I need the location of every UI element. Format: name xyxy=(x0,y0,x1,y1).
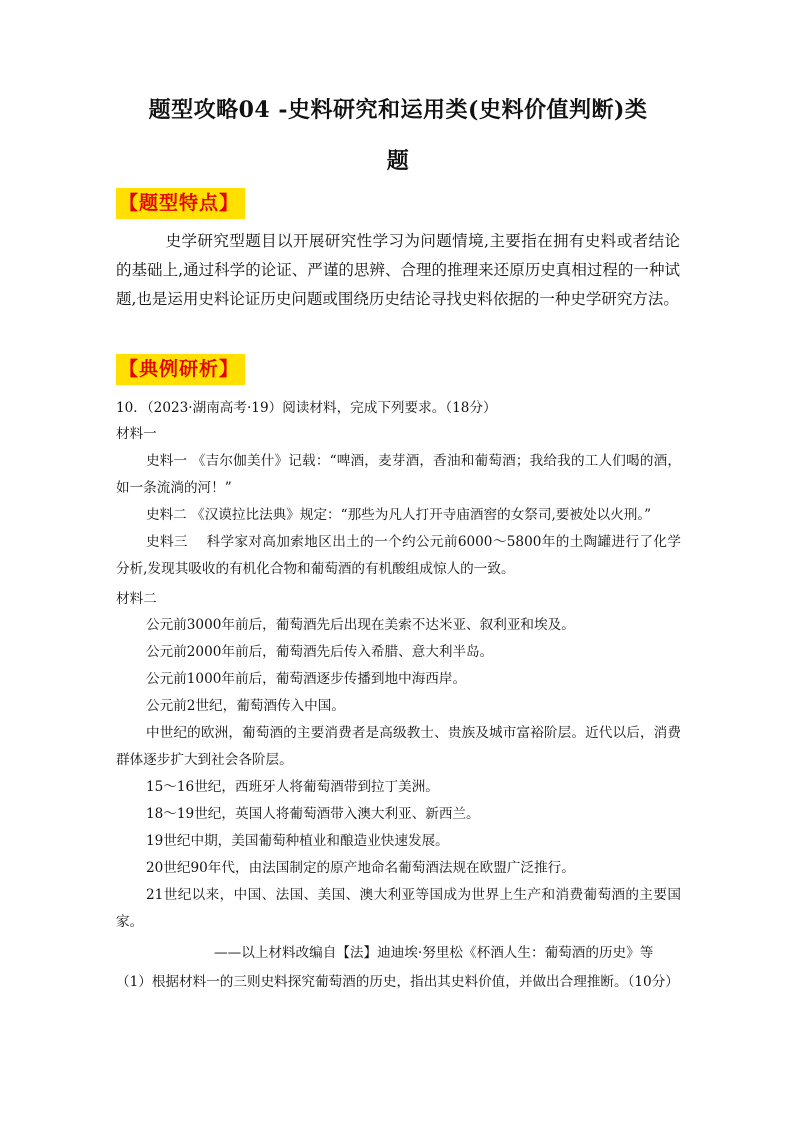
material-2-line: 公元前2000年前后，葡萄酒先后传入希腊、意大利半岛。 xyxy=(146,644,494,660)
material-2-line: 中世纪的欧洲，葡萄酒的主要消费者是高级教士、贵族及城市富裕阶层。近代以后，消费群体逐步扩大到社会各阶层。 xyxy=(116,725,681,768)
material-2-line: 15～16世纪，西班牙人将葡萄酒带到拉丁美洲。 xyxy=(146,779,439,795)
material-source-citation: ——以上材料改编自【法】迪迪埃·努里松《杯酒人生：葡萄酒的历史》等 xyxy=(214,945,654,961)
material-2-line: 21世纪以来，中国、法国、美国、澳大利亚等国成为世界上生产和消费葡萄酒的主要国家。 xyxy=(116,887,681,930)
material-2-line: 公元前3000年前后，葡萄酒先后出现在美索不达米亚、叙利亚和埃及。 xyxy=(146,617,575,633)
material-2-line: 19世纪中期，美国葡萄种植业和酿造业快速发展。 xyxy=(146,833,449,849)
material-2-line: 公元前2世纪，葡萄酒传入中国。 xyxy=(146,698,345,714)
features-paragraph: 史学研究型题目以开展研究性学习为问题情境,主要指在拥有史料或者结论的基础上,通过科学的论证、严谨的思辨、合理的推理来还原历史真相过程的一种试题,也是运用史料论证历史问题或围绕历史结论寻找史料依据的一种史学研究方法。 xyxy=(116,232,680,308)
sub-question-1: （1）根据材料一的三则史料探究葡萄酒的历史，指出其史料价值，并做出合理推断。（10分） xyxy=(116,974,679,990)
material-1-item-1: 史料一 《吉尔伽美什》记载：“啤酒，麦芽酒，香油和葡萄酒；我给我的工人们喝的酒，如一条流淌的河！” xyxy=(116,453,681,496)
section-heading-features: 【题型特点】 xyxy=(116,188,245,219)
material-1-label: 材料一 xyxy=(116,426,157,442)
section-heading-examples: 【典例研析】 xyxy=(116,354,245,385)
material-2-line: 公元前1000年前后，葡萄酒逐步传播到地中海西岸。 xyxy=(146,671,467,687)
material-2-line: 18～19世纪，英国人将葡萄酒带入澳大利亚、新西兰。 xyxy=(146,806,480,822)
page-title-line-1: 题型攻略04 -史料研究和运用类(史料价值判断)类 xyxy=(148,97,648,123)
material-2-line: 20世纪90年代，由法国制定的原产地命名葡萄酒法规在欧盟广泛推行。 xyxy=(146,860,575,876)
material-1-item-3: 史料三 科学家对高加索地区出土的一个约公元前6000～5800年的土陶罐进行了化学分析,发现其吸收的有机化合物和葡萄酒的有机酸组成惊人的一致。 xyxy=(116,534,681,577)
material-1-item-2: 史料二 《汉谟拉比法典》规定：“那些为凡人打开寺庙酒窖的女祭司,要被处以火刑。” xyxy=(146,507,652,523)
material-2-label: 材料二 xyxy=(116,591,157,607)
page-title-line-2: 题 xyxy=(386,148,410,174)
question-header: 10．（2023·湖南高考·19）阅读材料，完成下列要求。（18分） xyxy=(116,400,497,416)
